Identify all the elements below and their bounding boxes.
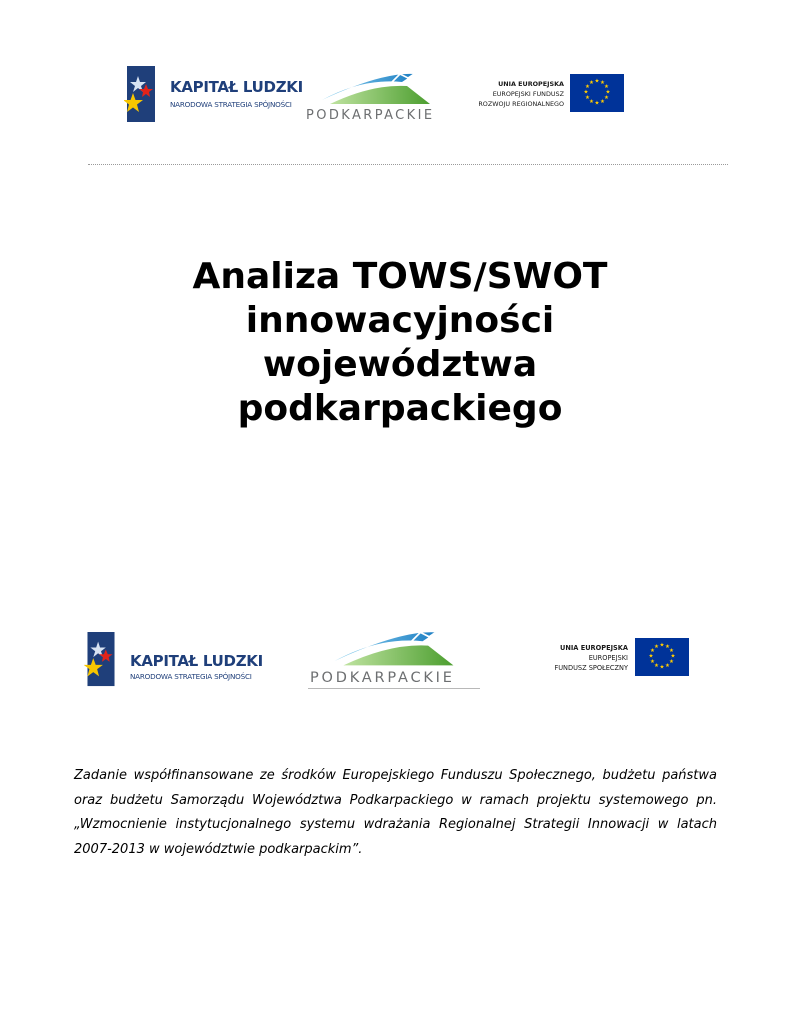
funding-note: Zadanie współfinansowane ze środków Europejskiego Funduszu Społecznego, budżetu państwa oraz budżetu Samorządu Województwa Podkarpackiego w ramach projektu systemowego pn. „Wzmocnienie instytucjonalnego systemu wdrażania Regionalnej Strategii Innowacji w latach 2007-2013 w województwie podkarpackim”. (74, 768, 717, 857)
svg-text:★: ★ (650, 659, 655, 666)
footer-podkarpackie-name: PODKARPACKIE (310, 670, 455, 686)
footer-eu-logo (540, 636, 692, 678)
eu-line-1: UNIA EUROPEJSKA (498, 80, 564, 88)
svg-text:★: ★ (665, 663, 670, 669)
footer-eu-line-3: FUNDUSZ SPOŁECZNY (554, 664, 628, 672)
svg-text:★: ★ (669, 659, 674, 666)
title-line-4: podkarpackiego (237, 388, 563, 429)
eu-line-3: ROZWOJU REGIONALNEGO (478, 100, 564, 108)
footer-kapital-ludzki-flag-icon (84, 632, 118, 688)
footer-podkarpackie-hills-icon (308, 628, 480, 672)
svg-text:★: ★ (665, 644, 670, 650)
header-divider (88, 164, 728, 165)
footer-eu-fund-text (554, 643, 628, 673)
svg-text:★: ★ (659, 642, 665, 649)
footer-eu-flag-icon (634, 638, 690, 676)
eu-flag-icon (570, 74, 624, 112)
title-line-1: Analiza TOWS/SWOT (192, 256, 608, 297)
podkarpackie-logo (302, 70, 450, 124)
footer-eu-line-1: UNIA EUROPEJSKA (559, 644, 628, 652)
svg-text:★: ★ (659, 664, 665, 671)
svg-text:★: ★ (589, 99, 594, 105)
kapital-ludzki-title: KAPITAŁ LUDZKI (170, 78, 303, 96)
svg-text:★: ★ (604, 95, 609, 102)
svg-text:★: ★ (654, 663, 659, 669)
svg-text:★: ★ (670, 653, 676, 660)
svg-text:★: ★ (589, 80, 594, 86)
kapital-ludzki-flag-icon (124, 66, 158, 124)
footer-podkarpackie-logo (308, 628, 480, 690)
svg-text:★: ★ (583, 89, 589, 96)
svg-text:★: ★ (654, 644, 659, 650)
svg-text:★: ★ (605, 89, 611, 96)
podkarpackie-name: PODKARPACKIE (306, 108, 435, 123)
svg-text:★: ★ (594, 78, 600, 85)
footer-kapital-ludzki-logo (84, 632, 263, 688)
svg-text:★: ★ (585, 83, 590, 90)
svg-text:★: ★ (585, 95, 590, 102)
eu-line-2: EUROPEJSKI FUNDUSZ (492, 90, 564, 98)
svg-text:★: ★ (669, 647, 674, 654)
document-title (120, 255, 680, 431)
svg-text:★: ★ (600, 80, 605, 86)
eu-fund-text (478, 79, 564, 109)
footer-eu-line-2: EUROPEJSKI (588, 654, 628, 662)
kapital-ludzki-logo (124, 66, 303, 124)
svg-text:★: ★ (600, 99, 605, 105)
svg-text:★: ★ (648, 653, 654, 660)
svg-text:★: ★ (604, 83, 609, 90)
title-line-3: województwa (262, 344, 538, 385)
footer-kapital-ludzki-subtitle: NARODOWA STRATEGIA SPÓJNOŚCI (130, 672, 252, 681)
title-line-2: innowacyjności (245, 300, 555, 341)
eu-logo (470, 72, 626, 114)
footer-kapital-ludzki-title: KAPITAŁ LUDZKI (130, 652, 263, 670)
svg-text:★: ★ (650, 647, 655, 654)
footer-podkarpackie-underline (308, 688, 480, 689)
svg-text:★: ★ (594, 100, 600, 107)
podkarpackie-hills-icon (302, 70, 450, 110)
kapital-ludzki-subtitle: NARODOWA STRATEGIA SPÓJNOŚCI (170, 100, 292, 109)
